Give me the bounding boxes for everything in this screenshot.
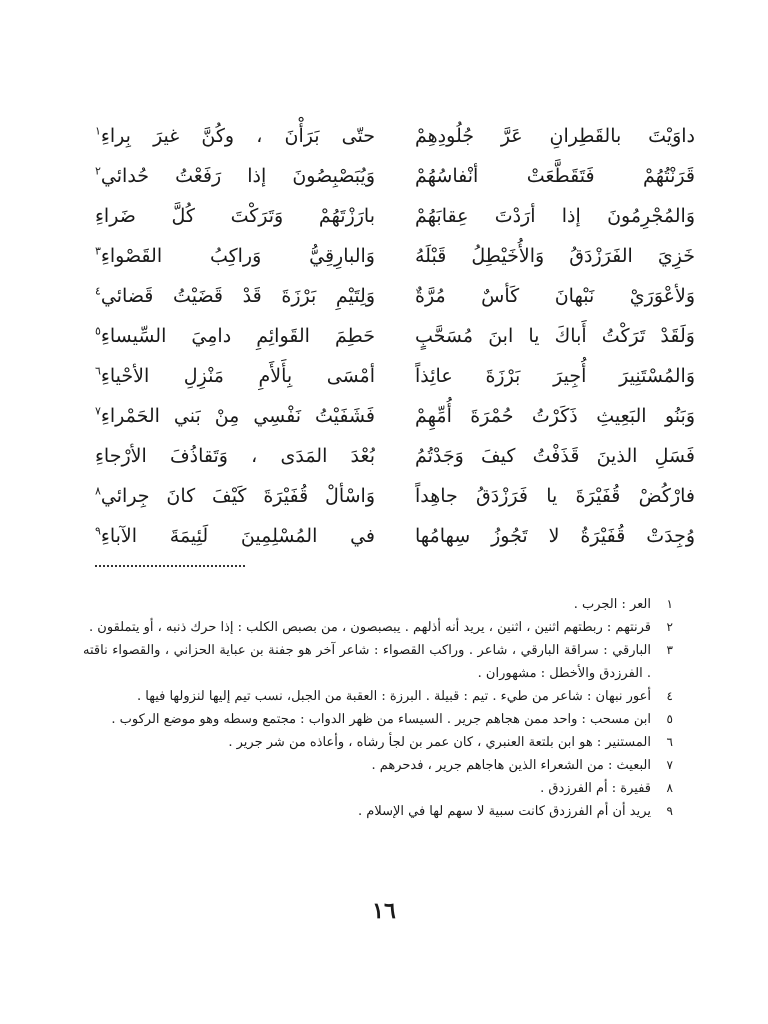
footnote-item [83,754,673,777]
footnote-text: البارقي : سراقة البارقي ، شاعر . وراكب القصواء : شاعر آخر هو جفنة بن عباية الحزاني ، والقصواء ناقته . الفرزدق والأخطل : مشهوران . [83,643,651,681]
footnote-marker: ٢ [95,164,101,178]
footnote-item [83,616,673,639]
footnote-number: ٢ [666,620,673,634]
poem-verses [95,116,695,556]
verse-line [95,196,695,236]
footnote-marker: ٥ [95,324,101,338]
footnote-marker: ٨ [95,484,101,498]
verse-second-text: وَالبارِقِيُّ وَراكِبُ القَصْواءِ [100,245,375,267]
verse-second-text: وَيُبَصْبِصُونَ إذا رَفَعْتُ حُدائي [100,165,375,187]
footnote-text: البعيث : من الشعراء الذين هاجاهم جرير ، فدحرهم . [371,758,651,773]
footnote-marker: ٧ [95,404,101,418]
verse-second-hemistich [95,436,375,476]
footnote-number: ٥ [666,712,673,726]
verse-first-hemistich: وَلَقَدْ تَرَكْتُ أَباكَ يا ابنَ مُسَحَّبٍ [415,325,695,347]
verse-line [95,116,695,156]
verse-line [95,156,695,196]
verse-first-hemistich: خَزِيَ الفَرَزْدَقُ وَالأُخَيْطِلُ قَبْلَهُ [415,245,695,267]
verse-second-text: وَاسْألْ قُفَيْرَةَ كَيْفَ كانَ جِرائي [100,485,375,507]
verse-second-hemistich [95,476,375,516]
footnote-number: ٩ [666,804,673,818]
verse-second-text: حتّى بَرَأْنَ ، وكُنَّ غيرَ بِراءِ [100,125,375,147]
page-number: ١٦ [372,898,396,924]
footnote-text: أعور نبهان : شاعر من طيء . تيم : قبيلة . البرزة : العقبة من الجبل، نسب تيم إليها لنزولها فيها . [136,689,651,704]
footnote-item [83,731,673,754]
verse-first-hemistich: فارْكُضْ قُفَيْرَةَ يا فَرَزْدَقُ جاهِداً [415,485,695,507]
verse-first-hemistich: وَلأعْوَرَيْ نَبْهانَ كَأسٌ مُرَّةٌ [415,285,695,307]
footnote-number: ٣ [666,643,673,657]
verse-second-text: أمْسَى بِأَلأَمِ مَنْزِلِ الأحْياءِ [100,365,375,387]
verse-first-hemistich: وَالمُجْرِمُونَ إذا أرَدْتَ عِقابَهُمْ [415,205,695,227]
verse-line [95,316,695,356]
verse-line [95,396,695,436]
verse-first-hemistich: وَبَنُو البَعِيثِ ذَكَرْتُ حُمْرَةَ أُمِّهِمْ [415,405,695,427]
footnote-number: ٧ [666,758,673,772]
footnote-number: ٦ [666,735,673,749]
footnote-number: ٨ [666,781,673,795]
verse-second-hemistich [95,196,375,236]
verse-second-text: حَطِمَ القَوائِمِ دامِيَ السِّيساءِ [100,325,375,347]
verse-second-hemistich [95,356,375,396]
verse-second-hemistich [95,276,375,316]
footnote-divider [95,565,245,567]
footnote-item [83,685,673,708]
footnote-item [83,777,673,800]
footnote-marker: ٦ [95,364,101,378]
verse-first-hemistich: فَسَلِ الذينَ قَذَفْتُ كيفَ وَجَدْتُمُ [415,445,695,467]
verse-second-hemistich [95,396,375,436]
verse-second-hemistich [95,236,375,276]
verse-second-text: بارَزْتَهُمْ وَتَرَكْتَ كُلَّ ضَراءِ [95,205,375,227]
verse-second-text: بُعْدَ المَدَى ، وَتَقاذُفَ الأرْجاءِ [95,445,375,467]
footnote-text: قرنتهم : ربطتهم اثنين ، اثنين ، يريد أنه أذلهم . يبصبصون ، من بصبص الكلب : إذا حرك ذنبه ، أو يتملقون . [89,620,651,635]
verse-first-hemistich: وُجِدَتْ قُفَيْرَةُ لا تَجُوزُ سِهامُها [415,525,695,547]
verse-line [95,236,695,276]
footnote-marker: ١ [95,124,101,138]
verse-line [95,356,695,396]
verse-first-hemistich: قَرَنْتُهُمْ فَتَقَطَّعَتْ أنْفاسُهُمْ [415,165,695,187]
verse-second-text: وَلِتَيْمِ بَرْزَةَ قَدْ قَضَيْتُ قَضائي [100,285,375,307]
footnote-text: قفيرة : أم الفرزدق . [540,781,651,796]
footnote-number: ١ [666,597,673,611]
footnote-text: ابن مسحب : واحد ممن هجاهم جرير . السيساء من ظهر الدواب : مجتمع وسطه وهو موضع الركوب . [111,712,651,727]
verse-second-text: في المُسْلِمِينَ لَئِيمَةَ الآباءِ [100,525,375,547]
footnote-text: العر : الجرب . [573,597,651,612]
footnote-item [83,800,673,823]
verse-second-text: فَشَفَيْتُ نَفْسِي مِنْ بَني الحَمْراءِ [100,405,375,427]
verse-second-hemistich [95,116,375,156]
verse-line [95,476,695,516]
footnote-item [83,708,673,731]
footnote-text: يريد أن أم الفرزدق كانت سبية لا سهم لها في الإسلام . [358,804,651,819]
verse-second-hemistich [95,156,375,196]
footnote-marker: ٤ [95,284,101,298]
footnote-marker: ٩ [95,524,101,538]
verse-first-hemistich: وَالمُسْتَنِيرَ أُجِيرَ بَرْزَةَ عائِذاً [415,365,695,387]
footnote-item [83,593,673,616]
footnote-marker: ٣ [95,244,101,258]
verse-line [95,436,695,476]
footnote-item [83,639,673,685]
verse-second-hemistich [95,516,375,556]
footnotes [83,593,673,823]
verse-second-hemistich [95,316,375,356]
verse-line [95,276,695,316]
verse-line [95,516,695,556]
verse-first-hemistich: داوَيْتَ بالقَطِرانِ عَرَّ جُلُودِهِمْ [415,125,695,147]
footnote-number: ٤ [666,689,673,703]
footnote-text: المستنير : هو ابن بلتعة العنبري ، كان عمر بن لجأ رشاه ، وأعاذه من شر جرير . [228,735,651,750]
